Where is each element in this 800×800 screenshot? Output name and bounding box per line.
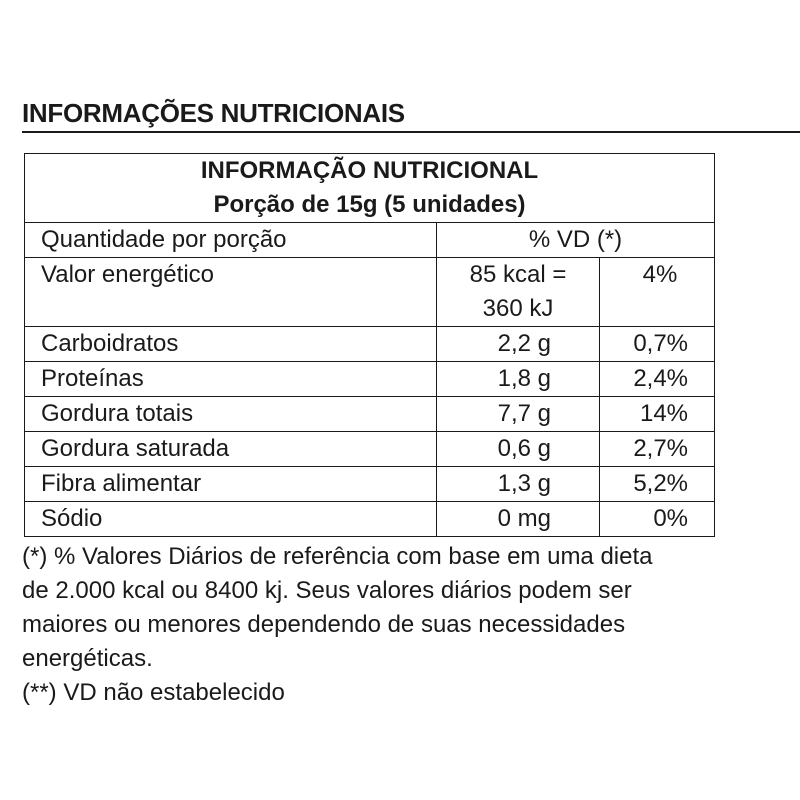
nutrient-vd: 2,7% — [600, 432, 715, 467]
nutrient-amount: 7,7 g — [437, 397, 600, 432]
footnotes — [22, 540, 800, 710]
nutrient-amount: 2,2 g — [437, 327, 600, 362]
nutrient-vd: 14% — [600, 397, 715, 432]
footnote-not-established: (**) VD não estabelecido — [22, 679, 285, 706]
nutrient-amount: 1,3 g — [437, 467, 600, 502]
energy-kcal: 85 kcal = — [469, 261, 567, 288]
nutrient-amount: 0,6 g — [437, 432, 600, 467]
energy-vd: 4% — [600, 258, 715, 327]
table-row — [25, 467, 715, 502]
energy-kj: 360 kJ — [482, 295, 554, 322]
nutrient-name: Gordura totais — [25, 397, 437, 432]
table-row — [25, 502, 715, 537]
table-row — [25, 432, 715, 467]
nutrition-facts-table — [24, 153, 715, 537]
table-title-cell — [25, 154, 715, 223]
nutrient-amount: 1,8 g — [437, 362, 600, 397]
section-heading: INFORMAÇÕES NUTRICIONAIS — [22, 98, 405, 128]
heading-underline — [22, 131, 800, 133]
table-title-row — [25, 154, 715, 223]
energy-amount — [437, 258, 600, 327]
nutrient-vd: 2,4% — [600, 362, 715, 397]
table-row — [25, 327, 715, 362]
nutrient-name: Valor energético — [25, 258, 437, 327]
nutrient-name: Sódio — [25, 502, 437, 537]
footnote-line: (*) % Valores Diários de referência com base em uma dieta — [22, 543, 653, 570]
nutrient-amount: 0 mg — [437, 502, 600, 537]
table-row — [25, 362, 715, 397]
footnote-line: de 2.000 kcal ou 8400 kj. Seus valores diários podem ser — [22, 577, 632, 604]
nutrient-vd: 0% — [600, 502, 715, 537]
footnote-line: maiores ou menores dependendo de suas necessidades — [22, 611, 626, 638]
nutrient-name: Proteínas — [25, 362, 437, 397]
footnote-line: energéticas. — [22, 645, 153, 672]
serving-size: Porção de 15g (5 unidades) — [213, 191, 526, 218]
nutrient-vd: 0,7% — [600, 327, 715, 362]
table-row — [25, 397, 715, 432]
table-header-row — [25, 223, 715, 258]
table-row-energy — [25, 258, 715, 327]
nutrient-name: Gordura saturada — [25, 432, 437, 467]
table-title: INFORMAÇÃO NUTRICIONAL — [200, 157, 539, 184]
quantity-header: Quantidade por porção — [25, 223, 437, 258]
nutrient-name: Carboidratos — [25, 327, 437, 362]
vd-header: % VD (*) — [437, 223, 715, 258]
nutrient-vd: 5,2% — [600, 467, 715, 502]
nutrient-name: Fibra alimentar — [25, 467, 437, 502]
